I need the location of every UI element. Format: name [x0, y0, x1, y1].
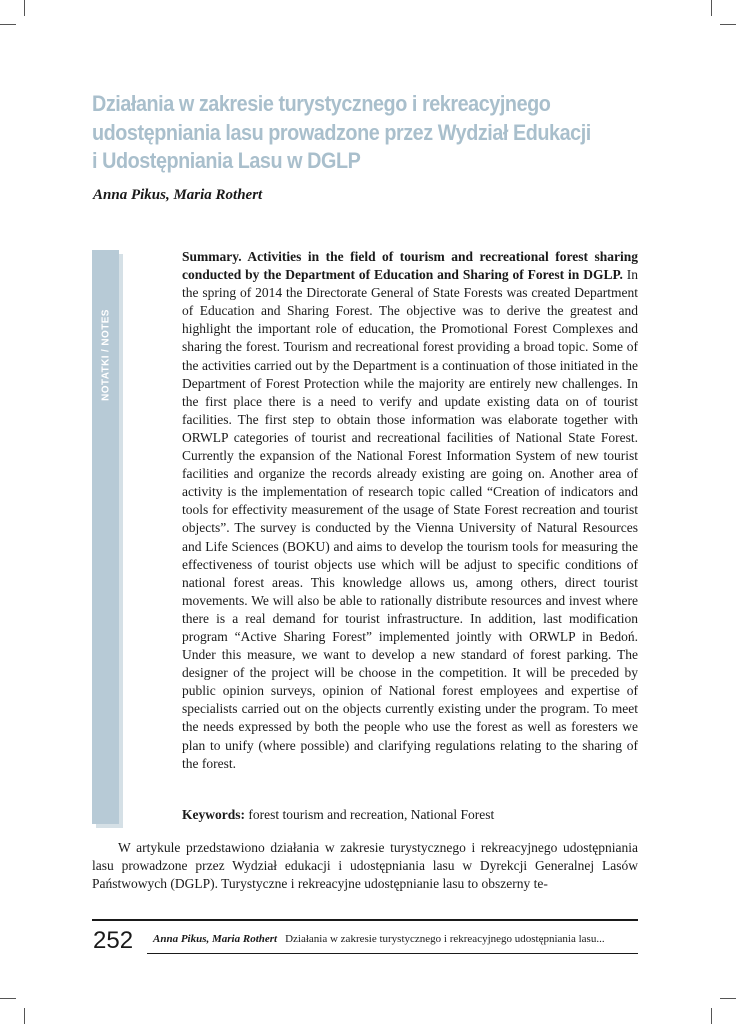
title-line: i Udostępniania Lasu w DGLP [92, 148, 361, 173]
article-title [92, 90, 596, 176]
body-paragraph: W artykule przedstawiono działania w zakresie turystycznego i rekreacyjnego udostępniania lasu prowadzone przez Wydział edukacji i udostępniania lasu w Dyrekcji Generalnej Lasów Państwowych (DGLP). Turystyczne i rekreacyjne udostępnianie lasu to obszerny te- [92, 840, 638, 892]
footer-rule-bottom [147, 953, 638, 954]
crop-mark-top-right-vertical [711, 0, 712, 16]
running-head [153, 933, 605, 945]
summary-lead: Summary. Activities in the field of tourism and recreational forest sharing conducted by the Department of Education and Sharing of Forest in DGLP. [182, 249, 638, 283]
crop-mark-bottom-left-horizontal [0, 998, 16, 999]
article-authors: Anna Pikus, Maria Rothert [93, 187, 263, 203]
running-head-title: Działania w zakresie turystycznego i rekreacyjnego udostępniania lasu... [285, 933, 605, 945]
keywords-text: forest tourism and recreation, National Forest [245, 807, 495, 822]
summary-text: In the spring of 2014 the Directorate General of State Forests was created Department of Education and Sharing Forest. The objective was to derive the greatest and highlight the important role of education, the Promotional Forest Complexes and sharing the forest. Tourism and recreational forest providing a broad topic. Some of the activities carried out by the Department is a continuation of those initiated in the Department of Forest Protection while the majority are entirely new challenges. In the first place there is a need to verify and update existing data on of tourist facilities. The first step to obtain those information was elaborate together with ORWLP categories of tourist and recreational facilities of National State Forest. Currently the expansion of the National Forest Information System of new tourist facilities and organize the records already existing are going on. Another area of activity is the implementation of research topic called “Creation of indicators and tools for effectivity measurement of the usage of State Forest recreation and tourist objects”. The survey is conducted by the Vienna University of Natural Resources and Life Sciences (BOKU) and aims to develop the tourism tools for measuring the effectiveness of tourist objects use which will be adjust to specific conditions of national forest areas. This knowledge allows us, among others, direct tourist movements. We will also be able to rationally distribute resources and invest where there is a real demand for tourist infrastructure. In addition, last modification program “Active Sharing Forest” implemented jointly with ORWLP in Bedoń. Under this measure, we want to develop a new standard of forest parking. The designer of the project will be choose in the competition. It will be preceded by public opinion surveys, opinion of National forest employees and expertise of specialists carried out on the objects currently existing under the program. To meet the needs expressed by both the people who use the forest as well as foresters we plan to unify (where possible) and clarifying regulations relating to the sharing of the forest. [182, 267, 638, 771]
notes-sidebar-label: NOTATKI / NOTES [100, 309, 112, 401]
title-line: udostępniania lasu prowadzone przez Wydział Edukacji [92, 119, 591, 145]
crop-mark-top-right-horizontal [720, 24, 736, 25]
crop-mark-top-left-horizontal [0, 24, 16, 25]
summary-paragraph [182, 248, 638, 773]
crop-mark-top-left-vertical [24, 0, 25, 16]
keywords-line [182, 807, 638, 823]
crop-mark-bottom-right-horizontal [720, 998, 736, 999]
crop-mark-bottom-right-vertical [711, 1008, 712, 1024]
running-head-authors: Anna Pikus, Maria Rothert [153, 933, 278, 945]
footer-rule-top [92, 919, 638, 921]
page-number: 252 [93, 927, 134, 954]
title-line: Działania w zakresie turystycznego i rekreacyjnego [92, 91, 551, 116]
crop-mark-bottom-left-vertical [24, 1008, 25, 1024]
keywords-label: Keywords: [182, 807, 245, 822]
